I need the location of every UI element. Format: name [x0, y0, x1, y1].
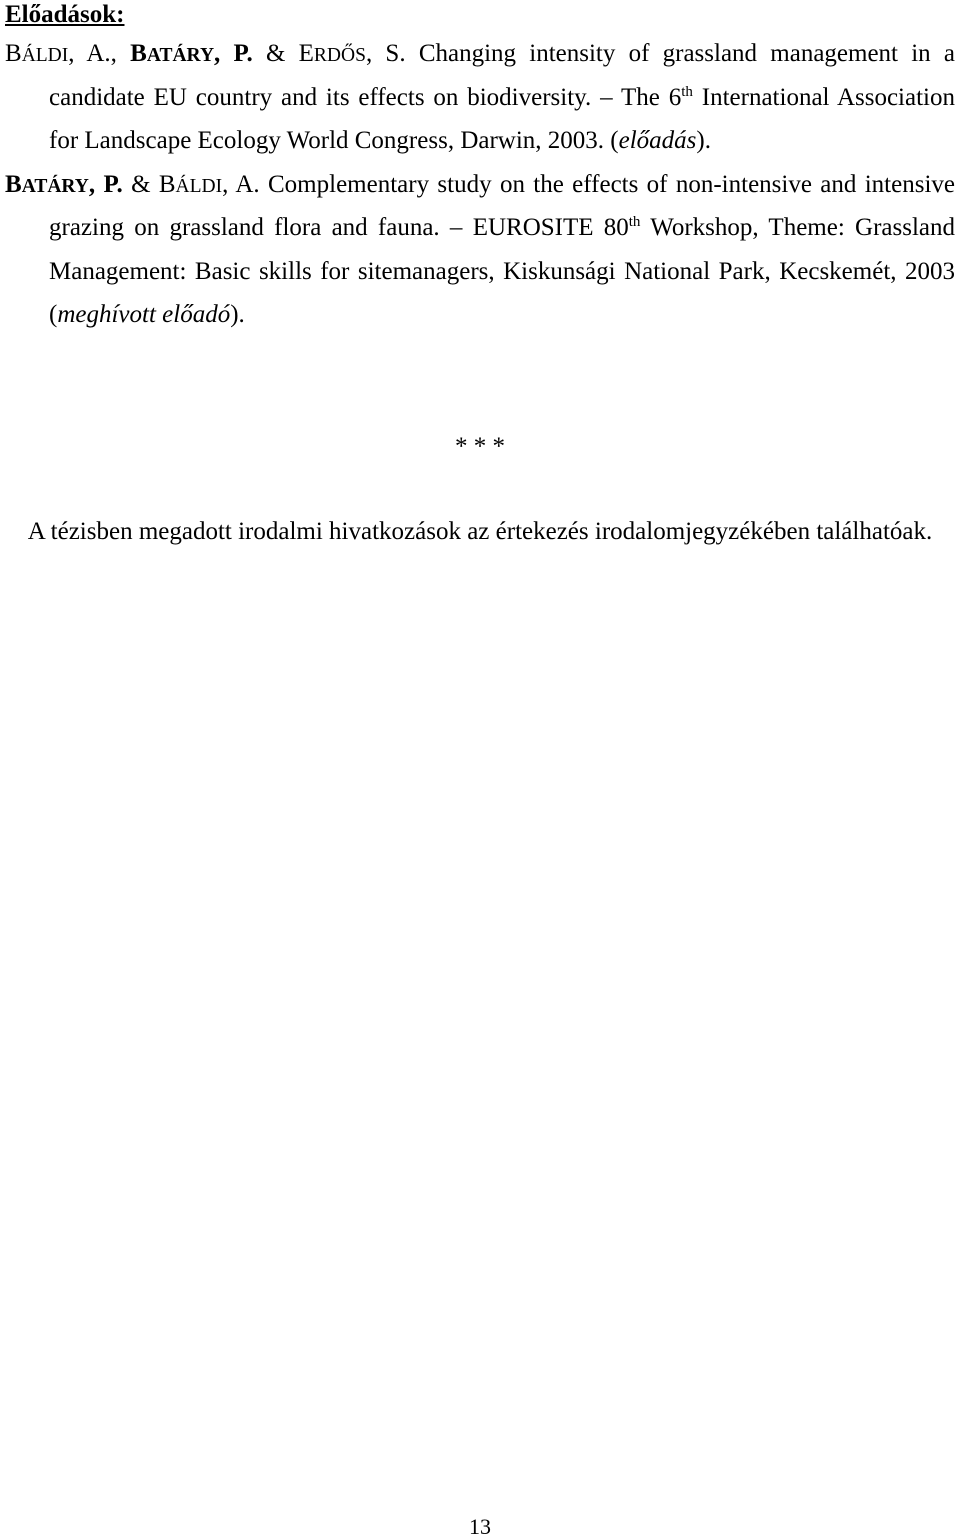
reference-event: Management: Basic skills for sitemanagers, Kiskunsági National Park, Kecskemét, 2003 — [49, 257, 955, 285]
section-separator: * * * — [455, 433, 505, 460]
author-surname: ERDŐS — [298, 40, 366, 67]
reference-line — [5, 32, 955, 76]
reference-note-bracket: ). — [696, 127, 711, 154]
reference-entry — [5, 32, 955, 163]
author-surname: BATÁRY — [5, 170, 89, 198]
highlighted-author — [130, 40, 253, 67]
reference-event: International Association — [692, 83, 955, 111]
author-initial: , P. — [214, 40, 253, 67]
ordinal-suffix: th — [681, 83, 693, 100]
section-heading: Előadások: — [5, 1, 125, 28]
reference-title: grazing on grassland flora and fauna. — [49, 214, 440, 241]
reference-line — [5, 119, 955, 163]
reference-event: Workshop, Theme: Grassland — [640, 214, 956, 241]
author-surname: BÁLDI — [158, 170, 223, 198]
highlighted-author — [5, 171, 123, 198]
reference-line — [5, 293, 955, 337]
reference-title: candidate EU country and its effects on biodiversity. — [49, 83, 592, 111]
author-initial: , A. — [222, 170, 260, 198]
reference-entry — [5, 163, 955, 337]
reference-note-bracket: ( — [49, 301, 58, 328]
reference-line — [5, 206, 955, 250]
reference-title: Complementary study on the effects of non-intensive and intensive — [259, 170, 955, 198]
author-initial: , A., — [68, 40, 131, 67]
author-surname: BATÁRY — [130, 40, 215, 67]
reference-event: The 6 — [621, 83, 682, 111]
reference-dash: – — [439, 214, 473, 241]
author-joiner: & — [252, 40, 299, 67]
author-surname: BÁLDI — [5, 40, 69, 67]
page-number: 13 — [469, 1514, 491, 1539]
reference-note: előadás — [618, 127, 697, 154]
author-initial: , P. — [88, 170, 123, 198]
author-initial: , S. — [365, 40, 406, 67]
ordinal-suffix: th — [628, 214, 641, 230]
reference-event: EUROSITE 80 — [472, 214, 629, 241]
reference-note-bracket: ( — [604, 127, 619, 154]
reference-title: Changing intensity of grassland management in a — [405, 40, 955, 67]
reference-line — [5, 76, 955, 120]
reference-note-bracket: ). — [230, 301, 245, 328]
reference-list — [5, 32, 955, 337]
reference-note: meghívott előadó — [57, 301, 231, 328]
author-joiner: & — [122, 170, 159, 198]
reference-line — [5, 250, 955, 294]
closing-note: A tézisben megadott irodalmi hivatkozások az értekezés irodalomjegyzékében találhatóak. — [27, 518, 933, 545]
reference-line — [5, 163, 955, 207]
reference-event: for Landscape Ecology World Congress, Darwin, 2003. — [49, 127, 605, 154]
reference-dash: – — [591, 83, 622, 111]
